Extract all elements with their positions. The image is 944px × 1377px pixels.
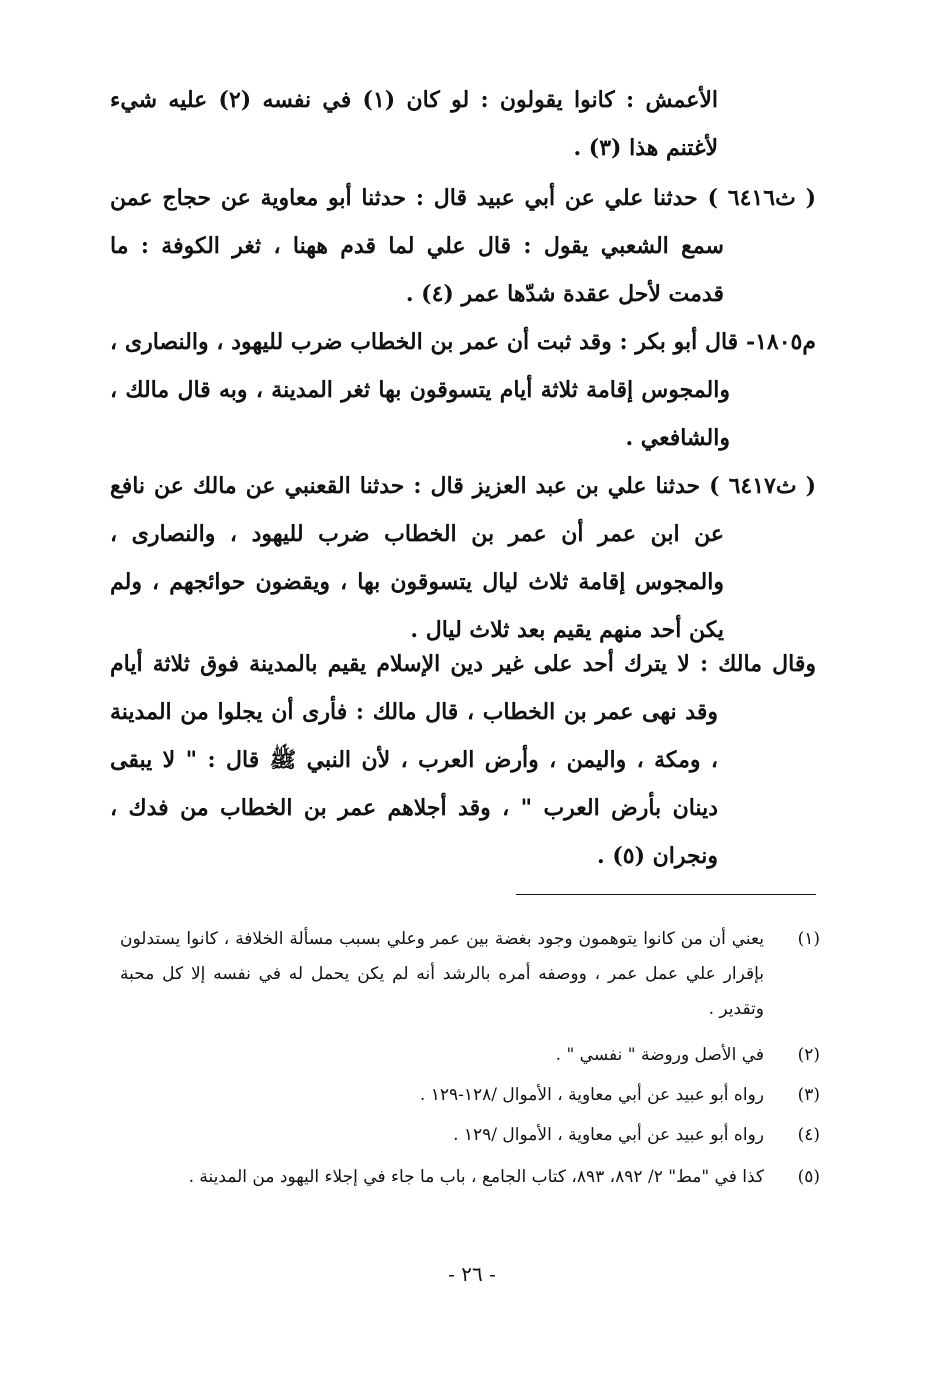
masala-number: م١٨٠٥- (745, 329, 816, 355)
paragraph-text: لا يترك أحد على غير دين الإسلام يقيم بالمدينة فوق ثلاثة أيام وقد نهى عمر بن الخطاب ، قال مالك : فأرى أن يجلوا من المدينة ، ومكة ، واليمن ، وأرض العرب ، لأن النبي ﷺ قال : " لا يبقى دينان بأرض العرب " ، وقد أجلاهم عمر بن الخطاب من فدك ، ونجران (٥) . (110, 651, 718, 869)
paragraph-athar-6416 (110, 174, 816, 318)
footnote-text: يعني أن من كانوا يتوهمون وجود بغضة بين عمر وعلي بسبب مسألة الخلافة ، كانوا يستدلون بإقرار علي عمل عمر ، ووصفه أمره بالرشد أنه لم يكن يحمل له في نفسه إلا كل محبة وتقدير . (120, 929, 764, 1019)
footnote-1 (120, 922, 820, 1027)
paragraph-masala-1805 (110, 318, 816, 462)
footnote-number: (٤) (797, 1125, 820, 1145)
footnote-3 (120, 1078, 820, 1113)
footnote-text: رواه أبو عبيد عن أبي معاوية ، الأموال /١٢٨-١٢٩ . (419, 1085, 764, 1105)
paragraph-text: حدثنا علي بن عبد العزيز قال : حدثنا القعنبي عن مالك عن نافع عن ابن عمر أن عمر بن الخطاب ضرب لليهود ، والنصارى ، والمجوس إقامة ثلاث ليال يتسوقون بها ، ويقضون حوائجهم ، ولم يكن أحد منهم يقيم بعد ثلاث ليال . (110, 473, 724, 643)
footnote-number: (٥) (797, 1167, 820, 1187)
footnote-5 (120, 1160, 820, 1195)
footnote-text: رواه أبو عبيد عن أبي معاوية ، الأموال /١٢٩ . (453, 1125, 764, 1145)
speaker-label: وقال مالك : (699, 651, 816, 677)
paragraph-text: الأعمش : كانوا يقولون : لو كان (١) في نفسه (٢) عليه شيء لأغتنم هذا (٣) . (110, 87, 719, 161)
footnote-4 (120, 1118, 820, 1153)
paragraph-text: حدثنا علي عن أبي عبيد قال : حدثنا أبو معاوية عن حجاج عمن سمع الشعبي يقول : قال علي لما قدم ههنا ، ثغر الكوفة : ما قدمت لأحل عقدة شدّها عمر (٤) . (110, 185, 724, 307)
paragraph-malik (110, 640, 816, 880)
athar-number: ( ث٦٤١٧ ) (709, 473, 816, 499)
page-number: - ٢٦ - (448, 1262, 496, 1286)
footnote-separator (516, 894, 816, 895)
footnote-text: كذا في "مط" ٢/ ٨٩٢، ٨٩٣، كتاب الجامع ، باب ما جاء في إجلاء اليهود من المدينة . (188, 1167, 764, 1187)
athar-number: ( ث٦٤١٦ ) (707, 185, 816, 211)
paragraph-athar-6417 (110, 462, 816, 654)
footnote-number: (٢) (797, 1045, 820, 1065)
paragraph-text: قال أبو بكر : وقد ثبت أن عمر بن الخطاب ضرب لليهود ، والنصارى ، والمجوس إقامة ثلاثة أيام يتسوقون بها ثغر المدينة ، وبه قال مالك ، والشافعي . (110, 329, 739, 451)
footnote-text: في الأصل وروضة " نفسي " . (555, 1045, 764, 1065)
footnote-number: (١) (797, 929, 820, 949)
paragraph-continuation (110, 76, 816, 172)
footnote-number: (٣) (797, 1085, 820, 1105)
footnote-2 (120, 1038, 820, 1073)
